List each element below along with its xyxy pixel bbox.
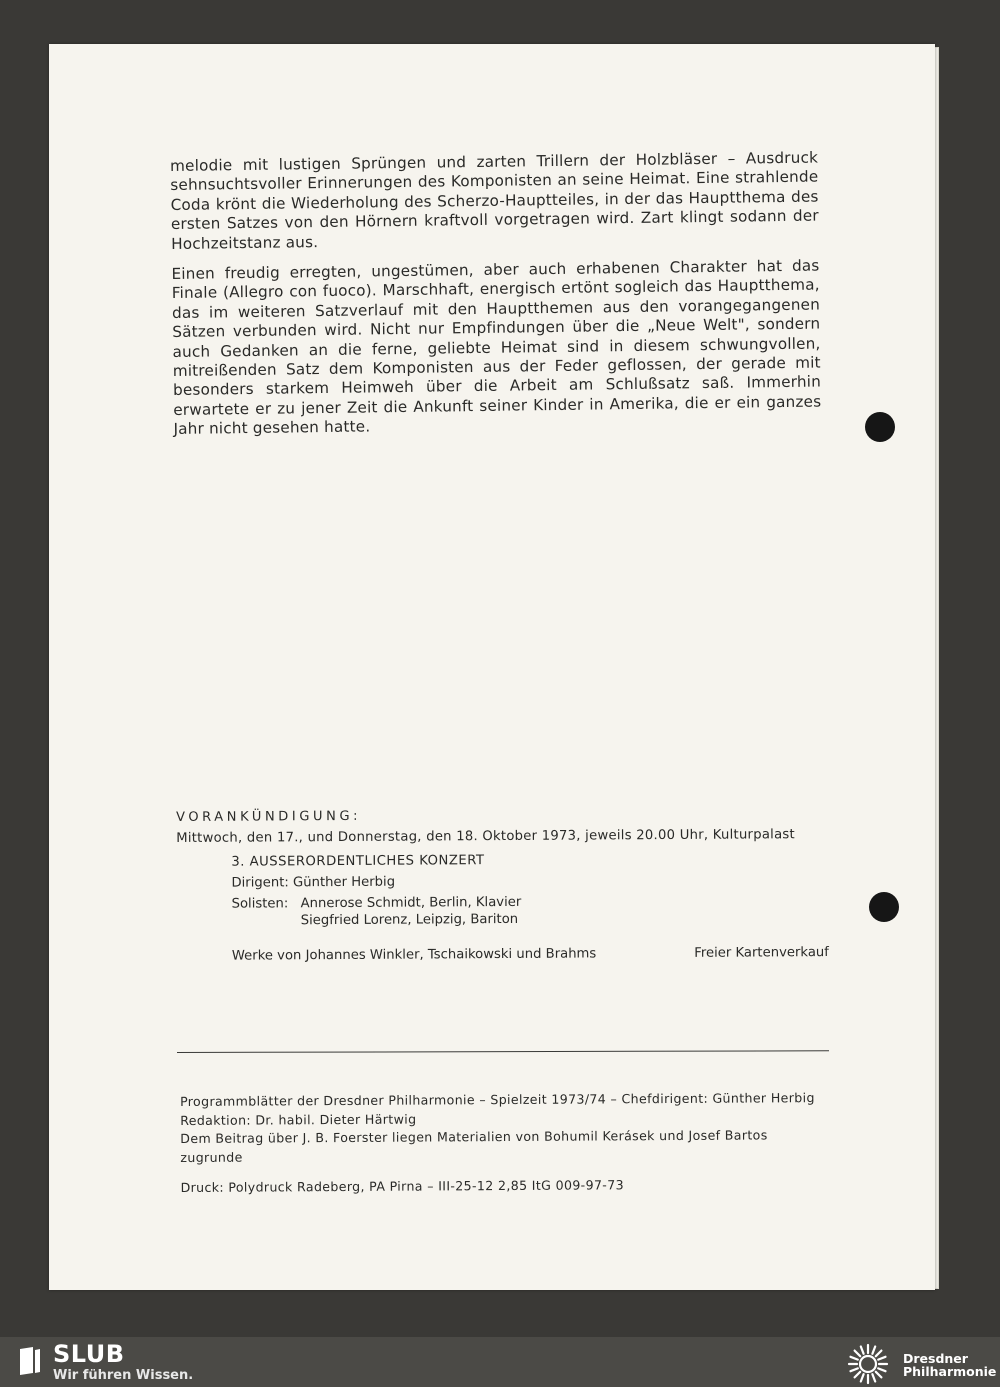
paragraph: Einen freudig erregten, ungestümen, aber auch erhabenen Charakter hat das Finale (Allegro con fuoco). Marschhaft, energisch ertönt sogleich das Hauptthema, das im weiteren Satzverlauf mit den Hauptthemen aus den vorangegangenen Sätzen verbunden wird. Nicht nur Empfindungen über die „Neue Welt", sondern auch Gedanken an die ferne, geliebte Heimat sind in diesem schwungvollen, mitreißenden Satz dem Komponisten aus der Feder geflossen, der gerade mit besonders starkem Heimweh über die Arbeit am Schlußsatz saß. Immerhin erwartete er zu jener Zeit die Ankunft seiner Kinder in Amerika, die er ein ganzes Jahr nicht gesehen hatte. bbox=[171, 256, 822, 439]
conductor: Dirigent: Günther Herbig bbox=[231, 874, 396, 891]
punch-hole bbox=[869, 892, 899, 922]
soloist: Annerose Schmidt, Berlin, Klavier bbox=[300, 894, 522, 912]
slub-book-icon[interactable] bbox=[19, 1347, 41, 1375]
slub-tagline: Wir führen Wissen. bbox=[53, 1368, 194, 1383]
paragraph: melodie mit lustigen Sprüngen und zarten Trillern der Holzbläser – Ausdruck sehnsuchtsvoller Erinnerungen des Komponisten an seine Heimat. Eine strahlende Coda krönt die Wiederholung des Scherzo-Hauptteiles, in der das Hauptthema des ersten Satzes von den Hörnern kraftvoll vorgetragen wird. Zart klingt sodann der Hochzeitstanz aus. bbox=[170, 148, 819, 253]
divider bbox=[177, 1050, 829, 1053]
punch-hole bbox=[865, 412, 895, 442]
announcement-details bbox=[231, 851, 837, 964]
ticket-sale: Freier Kartenverkauf bbox=[694, 945, 829, 961]
announcement bbox=[176, 806, 837, 970]
partner-name-line: Dresdner bbox=[903, 1351, 968, 1366]
partner-name-line: Philharmonie bbox=[903, 1364, 997, 1379]
announcement-heading: VORANKÜNDIGUNG: bbox=[176, 808, 362, 825]
document-page bbox=[49, 44, 935, 1290]
print-info: Druck: Polydruck Radeberg, PA Pirna – III-25-12 2,85 ItG 009-97-73 bbox=[180, 1177, 624, 1195]
announcement-date: Mittwoch, den 17., und Donnerstag, den 18. Oktober 1973, jeweils 20.00 Uhr, Kulturpalast bbox=[176, 827, 795, 846]
philharmonie-logo-icon[interactable] bbox=[842, 1341, 894, 1387]
works-row bbox=[232, 945, 829, 964]
concert-title: 3. AUSSERORDENTLICHES KONZERT bbox=[231, 853, 485, 870]
body-text bbox=[170, 149, 822, 451]
imprint bbox=[180, 1089, 833, 1197]
soloists bbox=[232, 893, 837, 937]
works: Werke von Johannes Winkler, Tschaikowski und Brahms bbox=[231, 946, 597, 964]
soloist: Siegfried Lorenz, Leipzig, Bariton bbox=[300, 911, 519, 929]
soloists-list bbox=[301, 895, 522, 930]
philharmonie-logo-text bbox=[903, 1352, 996, 1378]
imprint-line: Redaktion: Dr. habil. Dieter Härtwig bbox=[180, 1111, 417, 1128]
slub-logo-text[interactable]: SLUB bbox=[53, 1340, 125, 1368]
imprint-line: Dem Beitrag über J. B. Foerster liegen Materialien von Bohumil Kerásek und Josef Bartos zugrunde bbox=[180, 1127, 768, 1165]
imprint-line: Programmblätter der Dresdner Philharmonie – Spielzeit 1973/74 – Chefdirigent: Günther Herbig bbox=[180, 1090, 815, 1109]
soloists-label: Solisten: bbox=[231, 896, 289, 912]
